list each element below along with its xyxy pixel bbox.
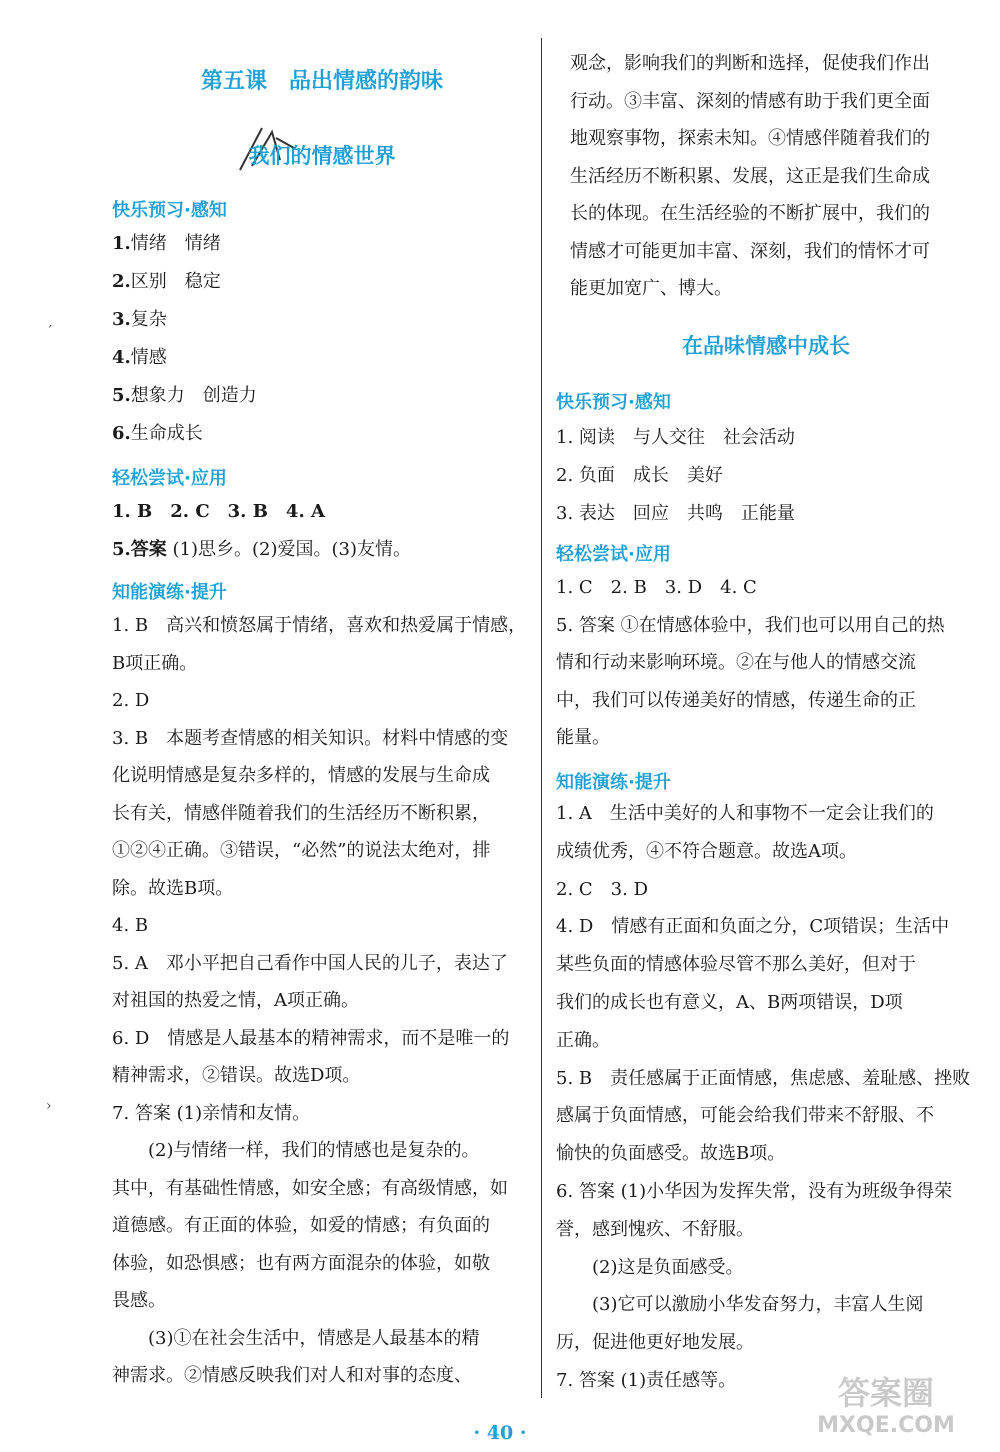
answer-line: 5. A 邓小平把自己看作中国人民的儿子，表达了	[112, 952, 508, 974]
answer-line: 中，我们可以传递美好的情感，传递生命的正	[556, 689, 916, 711]
answer-line: 畏感。	[112, 1290, 166, 1311]
q-number: 5.	[112, 539, 131, 560]
list-item: 2. 负面 成长 美好	[556, 465, 723, 486]
answer-label: 答案	[130, 539, 167, 560]
answer-line: 1. A 生活中美好的人和事物不一定会让我们的	[556, 803, 934, 824]
item-text: 想象力 创造力	[130, 385, 257, 406]
column-divider	[541, 38, 542, 1398]
item-text: 生命成长	[130, 423, 203, 444]
answer-line: 成绩优秀，④不符合题意。故选A项。	[556, 840, 857, 862]
answer-text: (1)思乡。(2)爱国。(3)友情。	[172, 539, 412, 560]
list-item	[112, 306, 167, 334]
answer-line: 体验，如恐惧感；也有两方面混杂的体验，如敬	[112, 1252, 490, 1274]
answer-line: 除。故选B项。	[112, 877, 234, 899]
answer-line: 6. 答案 (1)小华因为发挥失常，没有为班级争得荣	[556, 1181, 953, 1202]
answer-line: 情感才可能更加丰富、深刻，我们的情怀才可	[570, 240, 930, 262]
answer-line: 3. B 本题考查情感的相关知识。材料中情感的变	[112, 727, 509, 749]
answer-line: 长的体现。在生活经验的不断扩展中，我们的	[570, 203, 930, 224]
left-try-heading: 轻松尝试·应用	[112, 468, 227, 489]
answer-line: 1. C 2. B 3. D 4. C	[556, 577, 757, 598]
item-text: 区别 稳定	[130, 271, 221, 292]
answer-line: ①②④正确。③错误，“必然”的说法太绝对，排	[112, 840, 491, 861]
item-number: 2.	[112, 271, 131, 292]
item-number: 3.	[112, 309, 131, 330]
right-practice-heading: 知能演练·提升	[556, 772, 671, 793]
answer-line: 4. B	[112, 915, 149, 936]
lesson-title: 第五课 品出情感的韵味	[200, 69, 443, 94]
answer-line: (3)①在社会生活中，情感是人最基本的精	[112, 1327, 480, 1349]
answer-line: 7. 答案 (1)亲情和友情。	[112, 1102, 311, 1124]
left-try-line1: 1. B 2. C 3. B 4. A	[112, 501, 325, 522]
answer-line: 长有关，情感伴随着我们的生活经历不断积累，	[112, 802, 490, 824]
list-item	[112, 382, 257, 410]
item-number: 5.	[112, 385, 131, 406]
list-item: 3. 表达 回应 共鸣 正能量	[556, 503, 795, 524]
answer-line: 精神需求，②错误。故选D项。	[112, 1065, 361, 1086]
answer-line: 生活经历不断积累、发展，这正是我们生命成	[570, 165, 930, 187]
answer-line: 情和行动来影响环境。②在与他人的情感交流	[556, 652, 916, 673]
answer-line: 能量。	[556, 727, 610, 748]
left-practice-heading: 知能演练·提升	[112, 582, 227, 603]
list-item	[112, 230, 221, 258]
answer-line: 道德感。有正面的体验，如爱的情感；有负面的	[112, 1215, 490, 1236]
item-number: 6.	[112, 423, 131, 444]
list-item: 1. 阅读 与人交往 社会活动	[556, 427, 795, 448]
margin-mark: ˊ	[46, 324, 53, 340]
answer-line: 对祖国的热爱之情，A项正确。	[112, 990, 359, 1011]
left-preview-heading: 快乐预习·感知	[112, 200, 227, 221]
answer-line: (2)与情绪一样，我们的情感也是复杂的。	[112, 1140, 480, 1161]
answer-line: (2)这是负面感受。	[556, 1256, 744, 1278]
list-item	[112, 344, 167, 372]
svg-text:MXQE.COM: MXQE.COM	[817, 1413, 955, 1438]
answer-line: 我们的成长也有意义，A、B两项错误，D项	[556, 992, 903, 1013]
left-try-line2	[112, 536, 411, 564]
answer-line: 1. B 高兴和愤怒属于情绪，喜欢和热爱属于情感，	[112, 615, 527, 636]
left-subtitle: 我们的情感世界	[248, 144, 396, 168]
answer-line: 5. 答案 ①在情感体验中，我们也可以用自己的热	[556, 614, 945, 636]
page-number: · 40 ·	[473, 1422, 527, 1444]
item-number: 1.	[112, 233, 131, 254]
right-subtitle: 在品味情感中成长	[682, 334, 850, 358]
answer-line: B项正确。	[112, 652, 198, 674]
item-number: 4.	[112, 347, 131, 368]
answer-line: 其中，有基础性情感，如安全感；有高级情感，如	[112, 1177, 508, 1199]
answer-line: 7. 答案 (1)责任感等。	[556, 1370, 737, 1391]
answer-line: 誉，感到愧疚、不舒服。	[556, 1218, 754, 1240]
answer-line: 4. D 情感有正面和负面之分，C项错误；生活中	[556, 916, 950, 938]
answer-line: 神需求。②情感反映我们对人和对事的态度、	[112, 1365, 472, 1386]
answer-line: 行动。③丰富、深刻的情感有助于我们更全面	[570, 90, 930, 112]
answer-line: (3)它可以激励小华发奋努力，丰富人生阅	[556, 1294, 924, 1316]
right-try-heading: 轻松尝试·应用	[556, 544, 671, 565]
answer-line: 6. D 情感是人最基本的精神需求，而不是唯一的	[112, 1027, 510, 1049]
answer-line: 化说明情感是复杂多样的，情感的发展与生命成	[112, 765, 490, 786]
answer-line: 感属于负面情感，可能会给我们带来不舒服、不	[556, 1105, 934, 1127]
right-preview-heading: 快乐预习·感知	[556, 392, 671, 413]
answer-line: 2. D	[112, 690, 150, 711]
margin-mark: ›	[46, 1098, 52, 1114]
answer-line: 观念，影响我们的判断和选择，促使我们作出	[570, 53, 930, 74]
item-text: 复杂	[130, 309, 167, 330]
answer-line: 能更加宽广、博大。	[570, 278, 732, 299]
svg-text:答案圈: 答案圈	[837, 1374, 935, 1412]
answer-line: 某些负面的情感体验尽管不那么美好，但对于	[556, 954, 916, 976]
answer-line: 正确。	[556, 1029, 610, 1051]
answer-line: 历，促进他更好地发展。	[556, 1332, 754, 1354]
watermark-logo	[796, 1368, 976, 1438]
list-item	[112, 420, 203, 448]
answer-line: 2. C 3. D	[556, 878, 648, 900]
answer-line: 地观察事物，探索未知。④情感伴随着我们的	[570, 128, 930, 149]
item-text: 情感	[130, 347, 167, 368]
answer-line: 愉快的负面感受。故选B项。	[556, 1143, 786, 1165]
item-text: 情绪 情绪	[130, 233, 221, 254]
list-item	[112, 268, 221, 296]
answer-line: 5. B 责任感属于正面情感，焦虑感、羞耻感、挫败	[556, 1067, 971, 1089]
